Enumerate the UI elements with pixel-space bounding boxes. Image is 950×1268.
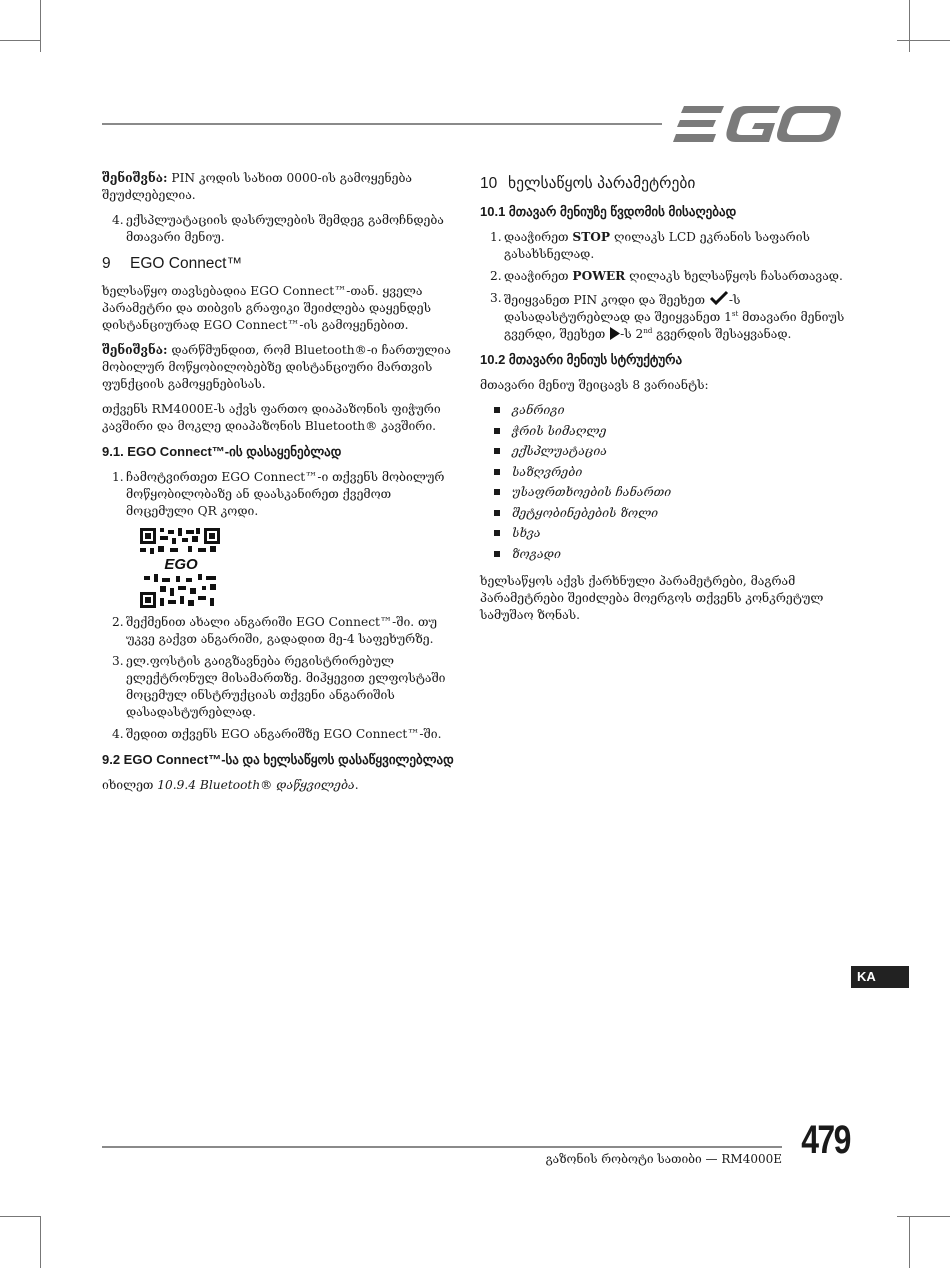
list-item: უსაფრთხოების ჩანართი [480,484,846,501]
list-text: -ს დასადასტურებლად და შეიყვანეთ 1 [504,293,741,324]
list-item [102,212,460,246]
list-number: 2. [112,615,124,629]
crop-mark [909,1216,910,1268]
ordinal-suffix: st [731,309,739,318]
list-number: 1. [112,470,124,484]
checkmark-icon [709,290,729,306]
crop-mark [0,40,40,41]
section-heading-10 [480,174,846,194]
list-text: მთავარი მენიუს გვერდი, შეეხეთ [504,310,845,341]
qr-code-graphic [140,528,220,608]
ordinal-suffix: nd [643,326,653,335]
note-text: დარწმუნდით, რომ Bluetooth®-ი ჩართულია მობილურ მოწყობილობებზე დისტანციური მართვის ფუნქციის გამოყენებისას. [102,343,451,391]
stop-button-label: STOP [572,230,611,244]
crop-mark [897,1216,950,1217]
list-item [480,268,846,285]
list-item [102,653,460,721]
section-title: EGO Connect™ [130,255,242,272]
numbered-list [480,229,846,343]
subsection-heading-10-2: 10.2 მთავარი მენიუს სტრუქტურა [480,352,683,367]
note-label: შენიშვნა: [102,171,168,185]
list-text: შეიყვანეთ PIN კოდი და შეეხეთ [504,293,709,307]
list-text: შედით თქვენს EGO ანგარიშზე EGO Connect™-ში. [126,727,442,741]
paragraph: ხელსაწყო თავსებადია EGO Connect™-თან. ყველა პარამეტრი და თიბვის გრაფიკი შეიძლება დაყენდეს დისტანციურად EGO Connect™-ის გამოყენებით. [102,284,432,332]
list-item: ზოგადი [480,546,846,563]
list-number: 4. [112,213,124,227]
paragraph: თქვენს RM4000E-ს აქვს ფართო დიაპაზონის ფიჭური კავშირი და მოკლე დიაპაზონის Bluetooth® კავშირი. [102,402,441,433]
menu-options-list [480,402,846,563]
note-bluetooth [102,342,460,393]
footer-title: გაზონის რობოტი სათიბი — RM4000E [545,1152,782,1166]
list-item [102,614,460,648]
see-suffix: . [354,778,359,792]
list-number: 3. [112,654,124,668]
numbered-list [102,212,460,246]
ego-logo [672,104,844,144]
list-item: საზღვრები [480,464,846,481]
list-text: ექსპლუატაციის დასრულების შემდეგ გამოჩნდება მთავარი მენიუ. [126,213,444,244]
list-text: ელ.ფოსტის გაიგზავნება რეგისტრირებულ ელექტრონულ მისამართზე. მიჰყევით ელფოსტაში მოცემულ ინსტრუქციას თქვენი ანგარიშის დასადასტურებლად. [126,654,446,719]
list-item [102,469,460,520]
note-label: შენიშვნა: [102,343,168,357]
cross-reference-link[interactable]: 10.9.4 Bluetooth® დაწყვილება [157,778,355,792]
crop-mark [40,0,41,52]
qr-ego-label: EGO [164,556,198,573]
list-text: შექმენით ახალი ანგარიში EGO Connect™-ში. თუ უკვე გაქვთ ანგარიში, გადადით მე-4 საფეხურზე. [126,615,438,646]
list-item: სხვა [480,525,846,542]
section-number: 9 [102,255,111,272]
crop-mark [897,40,950,41]
menu-intro: მთავარი მენიუ შეიცავს 8 ვარიანტს: [480,378,709,392]
list-text-post: ღილაკს ხელსაწყოს ჩასართავად. [625,269,843,283]
right-column [480,170,846,632]
list-item: ჭრის სიმაღლე [480,423,846,440]
list-text: ჩამოტვირთეთ EGO Connect™-ი თქვენს მობილურ მოწყობილობაზე ან დაასკანირეთ ქვემოთ მოცემული QR კოდი. [126,470,445,518]
list-text-pre: დააჭირეთ [504,269,573,283]
play-arrow-icon [609,327,620,340]
list-text-post: ღილაკს LCD ეკრანის საფარის გასახსნელად. [504,230,810,261]
list-item: განრიგი [480,402,846,419]
footer-rule [102,1146,782,1148]
list-item [102,726,460,743]
see-prefix: იხილეთ [102,778,158,792]
note-text: PIN კოდის სახით 0000-ის გამოყენება შეუძლებელია. [102,171,413,202]
qr-code[interactable] [140,528,220,608]
paragraph: ხელსაწყოს აქვს ქარხნული პარამეტრები, მაგრამ პარამეტრები შეიძლება მოერგოს თქვენს კონკრეტულ სამუშაო ზონას. [480,573,824,622]
list-text-pre: დააჭირეთ [504,230,573,244]
header-rule [102,123,662,125]
list-item: ექსპლუატაცია [480,443,846,460]
list-item [480,229,846,263]
list-number: 1. [490,230,502,244]
page-number: 479 [801,1118,850,1162]
subsection-heading-9-1: 9.1. EGO Connect™-ის დასაყენებლად [102,444,342,459]
subsection-heading-10-1: 10.1 მთავარ მენიუზე წვდომის მისაღებად [480,204,737,219]
crop-mark [0,1216,40,1217]
list-item: შეტყობინებების ზოლი [480,505,846,522]
section-number: 10 [480,175,498,192]
list-number: 2. [490,269,502,283]
list-text: -ს 2 [620,327,644,341]
see-reference [102,777,460,794]
note-pin [102,170,460,204]
list-number: 3. [490,291,502,305]
section-heading-9 [102,254,460,274]
list-item [480,290,846,343]
section-title: ხელსაწყოს პარამეტრები [508,175,696,192]
numbered-list [102,469,460,520]
list-number: 4. [112,727,124,741]
numbered-list [102,614,460,743]
list-text: გვერდის შესაყვანად. [652,327,792,341]
power-button-label: POWER [572,269,626,283]
language-tab: KA [851,966,909,988]
crop-mark [40,1216,41,1268]
subsection-heading-9-2: 9.2 EGO Connect™-სა და ხელსაწყოს დასაწყვილებლად [102,752,454,767]
crop-mark [909,0,910,52]
left-column [102,170,460,802]
